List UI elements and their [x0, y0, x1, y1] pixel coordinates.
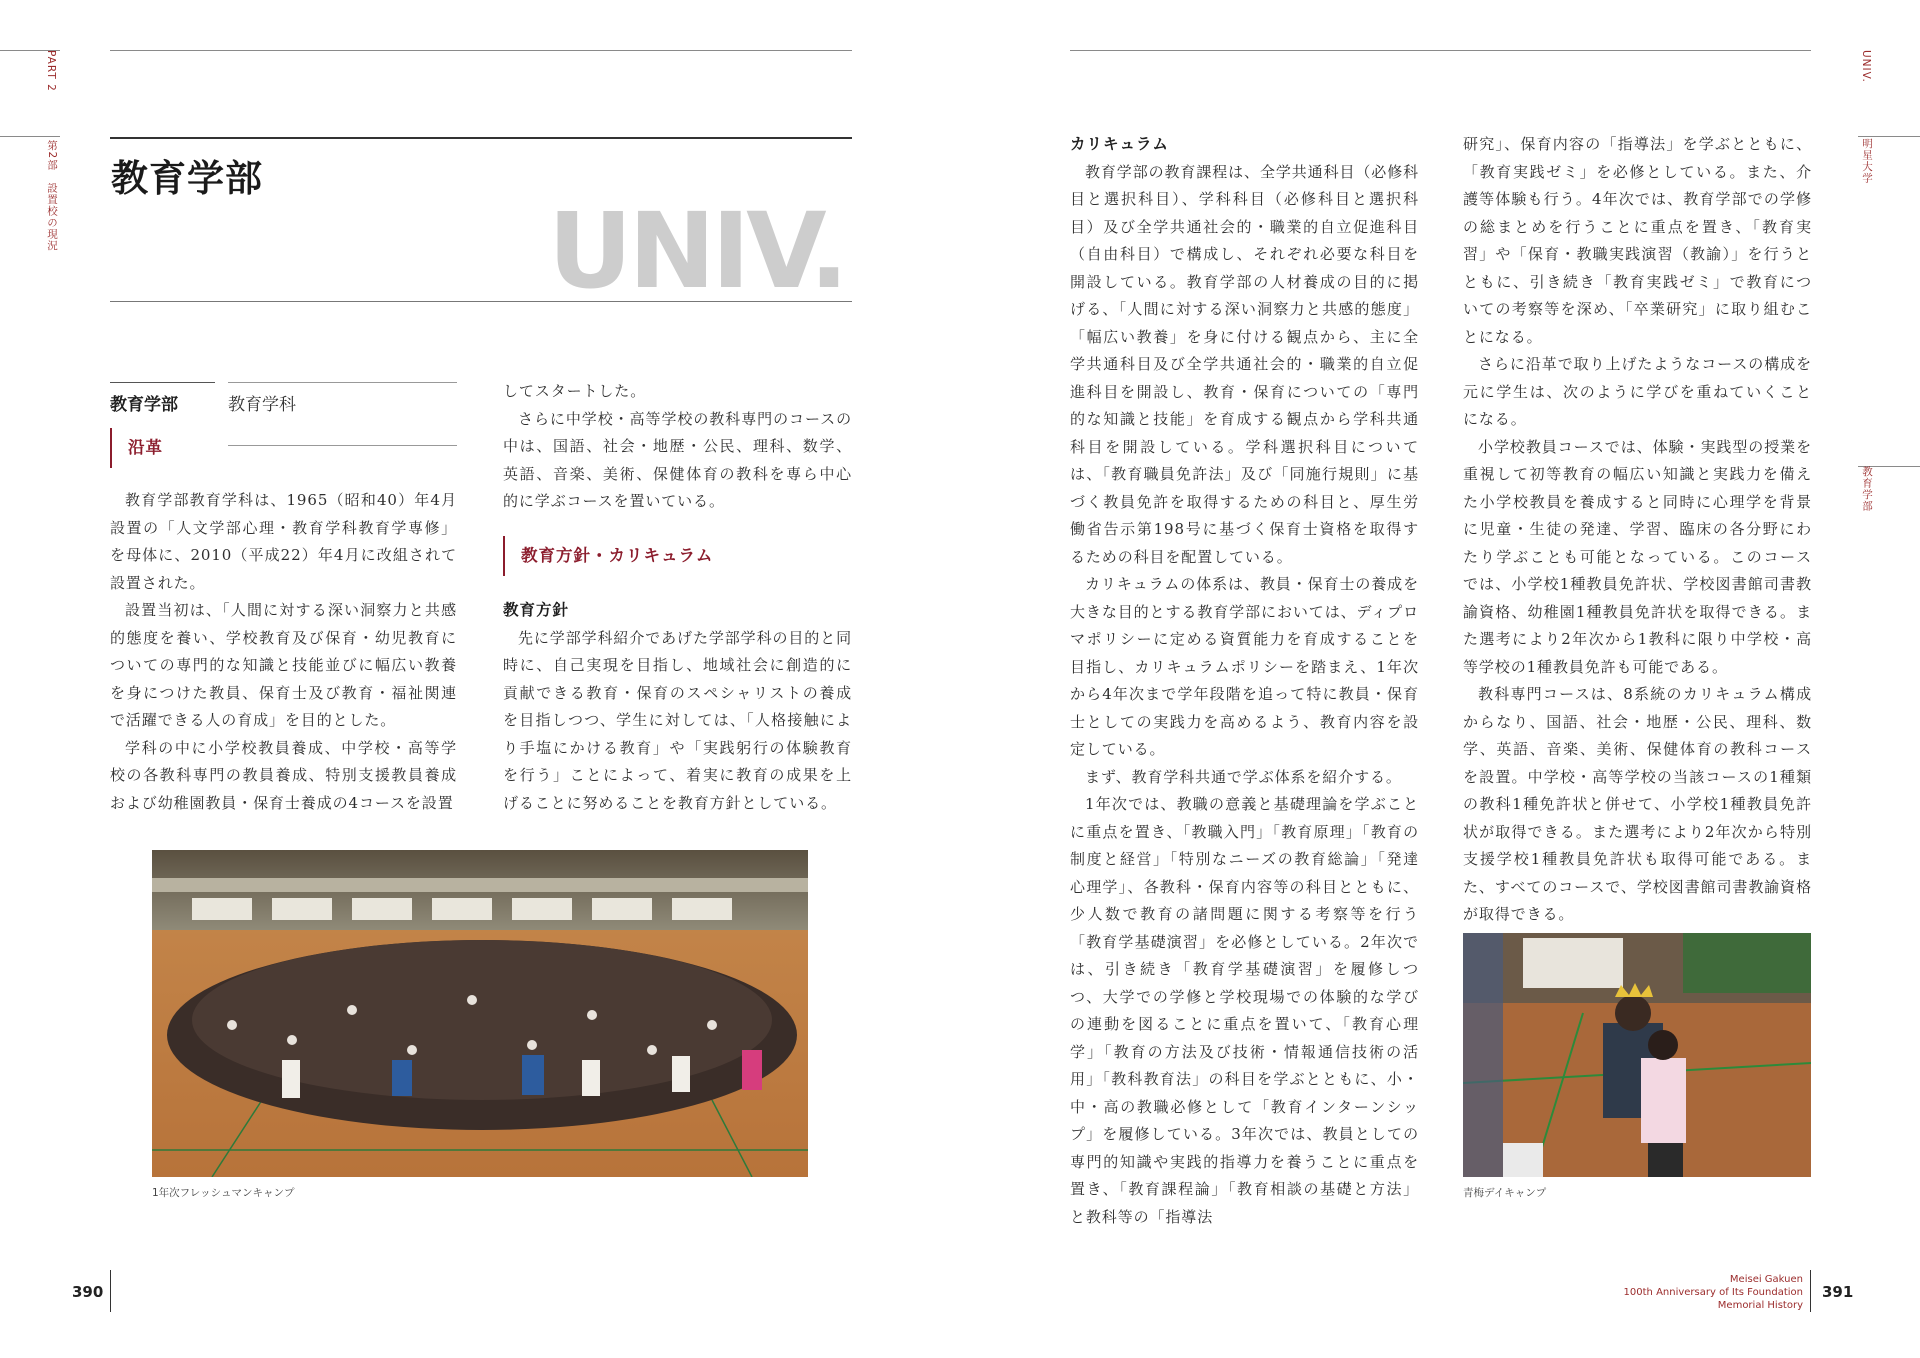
side-label-school: 明星大学 — [1861, 138, 1873, 184]
credit-line: 100th Anniversary of Its Foundation — [1623, 1287, 1803, 1298]
side-label-part: PART 2 — [45, 50, 57, 92]
title-rule-bottom — [110, 301, 852, 302]
top-rule-right — [1070, 50, 1811, 51]
side-label-chapter: 第2部 設置校の現況 — [46, 140, 58, 252]
footer-divider-right — [1810, 1270, 1811, 1312]
column4-paragraph: さらに沿革で取り上げたようなコースの構成を元に学生は、次のように学びを重ねていくことになる。 — [1463, 355, 1812, 428]
left-edge-rule-2 — [0, 136, 60, 137]
column2-text — [503, 378, 852, 516]
column4-paragraph: 研究」、保育内容の「指導法」を学ぶとともに、「教育実践ゼミ」を必修としている。また、介護等体験も行う。4年次では、教育学部での学修の総まとめを行うことに重点を置き、「教育実習」や「保育・教職実践演習（教諭）」を行うとともに、引き続き「教育実践ゼミ」で教育についての考察等を深め、「卒業研究」に取り組むことになる。 — [1463, 135, 1812, 346]
curriculum-paragraph: カリキュラムの体系は、教員・保育士の養成を大きな目的とする教育学部においては、ディプロマポリシーに定める資質能力を育成することを目指し、カリキュラムポリシーを踏まえ、1年次から4年次まで学年段階を追って特に教員・保育士としての実践力を高めるよう、教育内容を設定している。 — [1070, 575, 1419, 758]
page-number-left: 390 — [72, 1283, 104, 1301]
day-camp-photo-icon — [1463, 933, 1811, 1177]
credit-line: Meisei Gakuen — [1729, 1274, 1803, 1285]
history-paragraph: 学科の中に小学校教員養成、中学校・高等学校の各教科専門の教員養成、特別支援教員養成および幼稚園教員・保育士養成の4コースを設置 — [110, 738, 457, 812]
side-label-faculty: 教育学部 — [1861, 466, 1873, 512]
top-rule-left — [110, 50, 852, 51]
page-number-right: 391 — [1822, 1283, 1854, 1301]
title-rule-top — [110, 137, 852, 139]
credit-line: Memorial History — [1717, 1300, 1803, 1311]
footer-divider-left — [110, 1270, 111, 1312]
department-value: 教育学科 — [228, 395, 296, 415]
univ-watermark: UNIV. — [548, 190, 845, 312]
footer-credit — [1560, 1273, 1803, 1312]
history-paragraph: 設置当初は、「人間に対する深い洞察力と共感的態度を養い、学校教育及び保育・幼児教育についての専門的な知識と技能並びに幅広い教養を身につけた教員、保育士及び教育・福祉関連で活躍できる人の育成」を目的とした。 — [110, 601, 457, 729]
curriculum-paragraph: まず、教育学科共通で学ぶ体系を紹介する。 — [1085, 767, 1402, 786]
column4-paragraph: 小学校教員コースでは、体験・実践型の授業を重視して初等教育の幅広い知識と実践力を備えた小学校教員を養成すると同時に心理学を背景に児童・生徒の発達、学習、臨床の各分野にわたり学ぶことも可能となっている。このコースでは、小学校1種教員免許状、学校図書館司書教諭資格、幼稚園1種教員免許状を取得できる。また選考により2年次から1教科に限り中学校・高等学校の1種教員免許も可能である。 — [1463, 437, 1812, 676]
side-label-univ: UNIV. — [1860, 50, 1872, 83]
history-text — [110, 487, 457, 817]
policy-text — [503, 597, 852, 817]
curriculum-paragraph: 1年次では、教職の意義と基礎理論を学ぶことに重点を置き、「教職入門」「教育原理」「教育の制度と経営」「特別なニーズの教育総論」「発達心理学」、各教科・保育内容等の科目とともに、少人数で教育の諸問題に関する考察等を行う「教育学基礎演習」を必修としている。2年次では、引き続き「教育学基礎演習」を履修しつつ、大学での学修と学校現場での体験的な学びの連動を図ることに重点を置いて、「教育心理学」「教育の方法及び技術・情報通信技術の活用」「教科教育法」の科目を学ぶとともに、小・中・高の教職必修として「教育インターンシップ」を履修している。3年次では、教員としての専門的知識や実践的指導力を養うことに重点を置き、「教育課程論」「教育相談の基礎と方法」と教科等の「指導法 — [1070, 795, 1419, 1226]
column4-paragraph: 教科専門コースは、8系統のカリキュラム構成からなり、国語、社会・地歴・公民、理科、数学、英語、音楽、美術、保健体育の教科コースを設置。中学校・高等学校の当該コースの1種類の教科1種免許状と併せて、小学校1種教員免許状が取得できる。また選考により2年次から特別支援学校1種教員免許状も取得可能である。また、すべてのコースで、学校図書館司書教諭資格が取得できる。 — [1463, 685, 1812, 923]
right-edge-rule — [1858, 136, 1920, 137]
right-photo-caption: 青梅デイキャンプ — [1463, 1187, 1547, 1199]
policy-subhead: 教育方針 — [503, 601, 570, 619]
curriculum-subhead: カリキュラム — [1070, 135, 1169, 153]
curriculum-text — [1070, 131, 1419, 1231]
curriculum-paragraph: 教育学部の教育課程は、全学共通科目（必修科目と選択科目）、学科科目（必修科目と選択科目）及び全学共通社会的・職業的自立促進科目（自由科目）で構成し、それぞれ必要な科目を開設している。教育学部の人材養成の目的に掲げる、「人間に対する深い洞察力と共感的態度」「幅広い教養」を身に付ける観点から、主に全学共通科目及び全学共通社会的・職業的自立促進科目を開設し、教育・保育についての「専門的な知識と技能」を育成する観点から学科共通科目を開設している。学科選択科目については、「教育職員免許法」及び「同施行規則」に基づく教員免許を取得するための科目と、厚生労働省告示第198号に基づく保育士資格を取得するための科目を配置している。 — [1070, 162, 1419, 566]
column4-text — [1463, 131, 1812, 929]
history-paragraph: 教育学部教育学科は、1965（昭和40）年4月設置の「人文学部心理・教育学科教育学専修」を母体に、2010（平成22）年4月に改組されて設置された。 — [110, 491, 457, 592]
continuation-paragraph: さらに中学校・高等学校の教科専門のコースの中は、国語、社会・地歴・公民、理科、数学、英語、音楽、美術、保健体育の教科を専ら中心的に学ぶコースを置いている。 — [503, 409, 852, 510]
policy-heading: 教育方針・カリキュラム — [503, 536, 713, 576]
continuation-text: してスタートした。 — [503, 382, 647, 400]
history-heading: 沿革 — [110, 428, 163, 468]
department-label: 教育学部 — [110, 395, 178, 415]
page-title: 教育学部 — [111, 157, 263, 200]
left-photo-caption: 1年次フレッシュマンキャンプ — [152, 1187, 295, 1199]
policy-paragraph: 先に学部学科紹介であげた学部学科の目的と同時に、自己実現を目指し、地域社会に創造的に貢献できる教育・保育のスペシャリストの養成を目指しつつ、学生に対しては、「人格接触により手塩にかける教育」や「実践躬行の体験教育を行う」ことによって、着実に教育の成果を上げることに努めることを教育方針としている。 — [503, 628, 852, 812]
gym-group-photo-icon — [152, 850, 808, 1177]
day-camp-photo — [1463, 933, 1811, 1177]
freshman-camp-photo — [152, 850, 808, 1177]
